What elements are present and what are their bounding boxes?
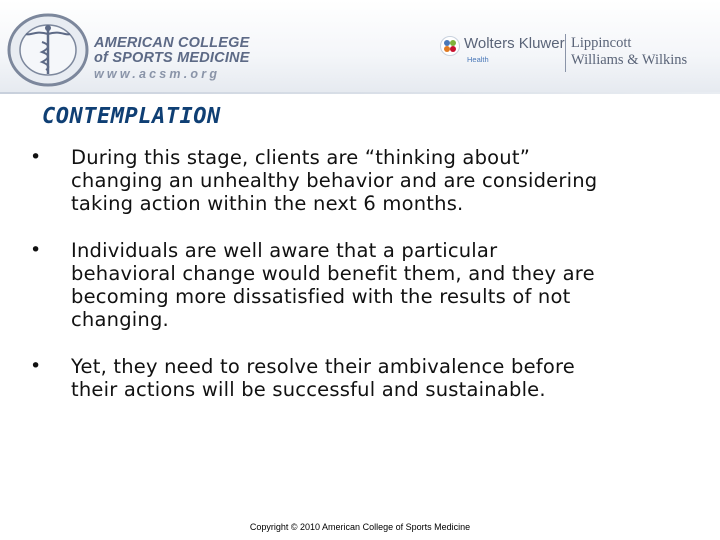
- acsm-website: www.acsm.org: [94, 67, 221, 81]
- header-banner: [0, 0, 720, 92]
- bullet-marker: •: [30, 239, 42, 261]
- bullet-list: [30, 146, 710, 425]
- imprint-line1: Lippincott: [571, 35, 632, 51]
- acsm-name-line1: AMERICAN COLLEGE: [94, 35, 250, 51]
- bullet-text: During this stage, clients are “thinking about” changing an unhealthy behavior and are considering taking action within the next 6 months.: [71, 146, 598, 215]
- bullet-text: Individuals are well aware that a particular behavioral change would benefit them, and they are becoming more dissatisfied with the results of not changing.: [71, 239, 595, 331]
- bullet-item: [30, 239, 710, 331]
- publisher-name: Wolters Kluwer: [464, 35, 565, 52]
- header-divider: [0, 92, 720, 94]
- slide-title: CONTEMPLATION: [42, 104, 221, 129]
- publisher-division: Health: [467, 55, 489, 64]
- publisher-divider: [565, 34, 566, 72]
- acsm-seal-icon: [6, 12, 90, 88]
- acsm-wordmark: [94, 36, 250, 83]
- bullet-marker: •: [30, 355, 42, 377]
- imprint-line2: Williams & Wilkins: [571, 52, 688, 68]
- wolters-kluwer-logo-icon: [440, 36, 460, 56]
- copyright-footer: Copyright © 2010 American College of Sports Medicine: [249, 522, 471, 532]
- bullet-marker: •: [30, 146, 42, 168]
- bullet-item: [30, 355, 710, 401]
- bullet-item: [30, 146, 710, 215]
- acsm-name-line2: of SPORTS MEDICINE: [94, 50, 250, 66]
- bullet-text: Yet, they need to resolve their ambivalence before their actions will be successful and sustainable.: [71, 355, 575, 401]
